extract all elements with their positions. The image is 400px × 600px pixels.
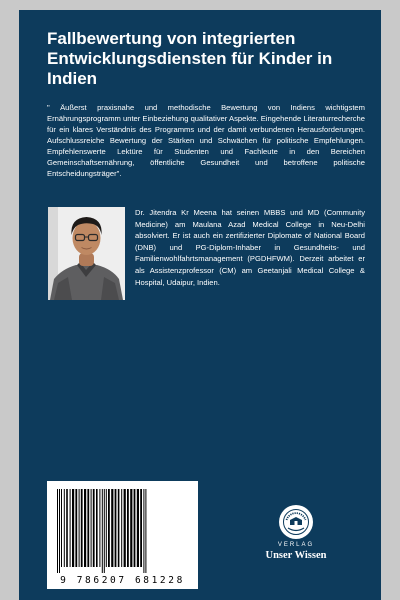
publisher-logo [255, 504, 337, 564]
barcode-bars [55, 489, 190, 573]
barcode-bar [127, 489, 129, 567]
barcode-bar [70, 489, 71, 567]
barcode-bar [104, 489, 105, 573]
book-back-cover [19, 10, 381, 600]
barcode-bar [64, 489, 65, 567]
barcode-bar [99, 489, 100, 567]
author-photo [48, 207, 125, 300]
barcode-bar [81, 489, 83, 567]
barcode-bar [79, 489, 80, 567]
barcode-bar [84, 489, 86, 567]
book-title: Fallbewertung von integrierten Entwicklungsdiensten für Kinder in Indien [47, 29, 333, 88]
barcode-bar [115, 489, 117, 567]
barcode-bar [118, 489, 120, 567]
barcode-bar [121, 489, 122, 567]
author-portrait-image [48, 207, 125, 300]
barcode-bar [124, 489, 126, 567]
barcode-bar [130, 489, 132, 567]
isbn-barcode [47, 481, 198, 589]
barcode-bar [66, 489, 68, 567]
barcode-bar [102, 489, 103, 573]
barcode-bar [143, 489, 144, 573]
author-biography: Dr. Jitendra Kr Meena hat seinen MBBS und MD (Community Medicine) am Maulana Azad Medical College in Neu-Delhi absolviert. Er ist auch ein zertifizierter Diplomate of National Board (DNB) und PG-Diplom-Inhaber in Gesundheits- und Familienwohlfahrtsmanagement (PGDHFWM). Derzeit arbeitet er als Assistenzprofessor (CM) am Geetanjali Medical College & Hospital, Udaipur, Indien. [135, 208, 365, 287]
barcode-bar [96, 489, 98, 567]
barcode-bar [134, 489, 136, 567]
barcode-bar [87, 489, 89, 567]
unser-wissen-emblem [278, 504, 314, 540]
barcode-bar [93, 489, 95, 567]
publisher-verlag-label: VERLAG [277, 542, 315, 548]
isbn-number: 9 786207 681228 [60, 575, 185, 586]
barcode-bar [72, 489, 74, 567]
barcode-bar [145, 489, 146, 573]
barcode-bar [61, 489, 62, 567]
barcode-bar [91, 489, 92, 567]
barcode-bar [111, 489, 113, 567]
barcode-bar [108, 489, 110, 567]
barcode-bar [106, 489, 107, 567]
barcode-bar [59, 489, 60, 573]
book-description: " Äußerst praxisnahe und methodische Bewertung von Indiens wichtigstem Ernährungsprogramm unter Einbeziehung qualitativer Aspekte. Eingehende Literaturrecherche für ein klares Verständnis des Programms und der damit verbundenen Herausforderungen. Aufschlussreiche Bewertung der Stärken und Schwächen für politische Empfehlungen. Empfehlenswerte Lektüre für Studenten und Fachleute in den Bereichen Gemeinschaftsernährung, öffentliche Gesundheit und betroffene politische Entscheidungsträger". [47, 103, 365, 178]
barcode-bar [137, 489, 139, 567]
barcode-bar [140, 489, 142, 567]
barcode-bar [75, 489, 77, 567]
barcode-bar [57, 489, 58, 573]
publisher-name: Unser Wissen [265, 550, 327, 561]
